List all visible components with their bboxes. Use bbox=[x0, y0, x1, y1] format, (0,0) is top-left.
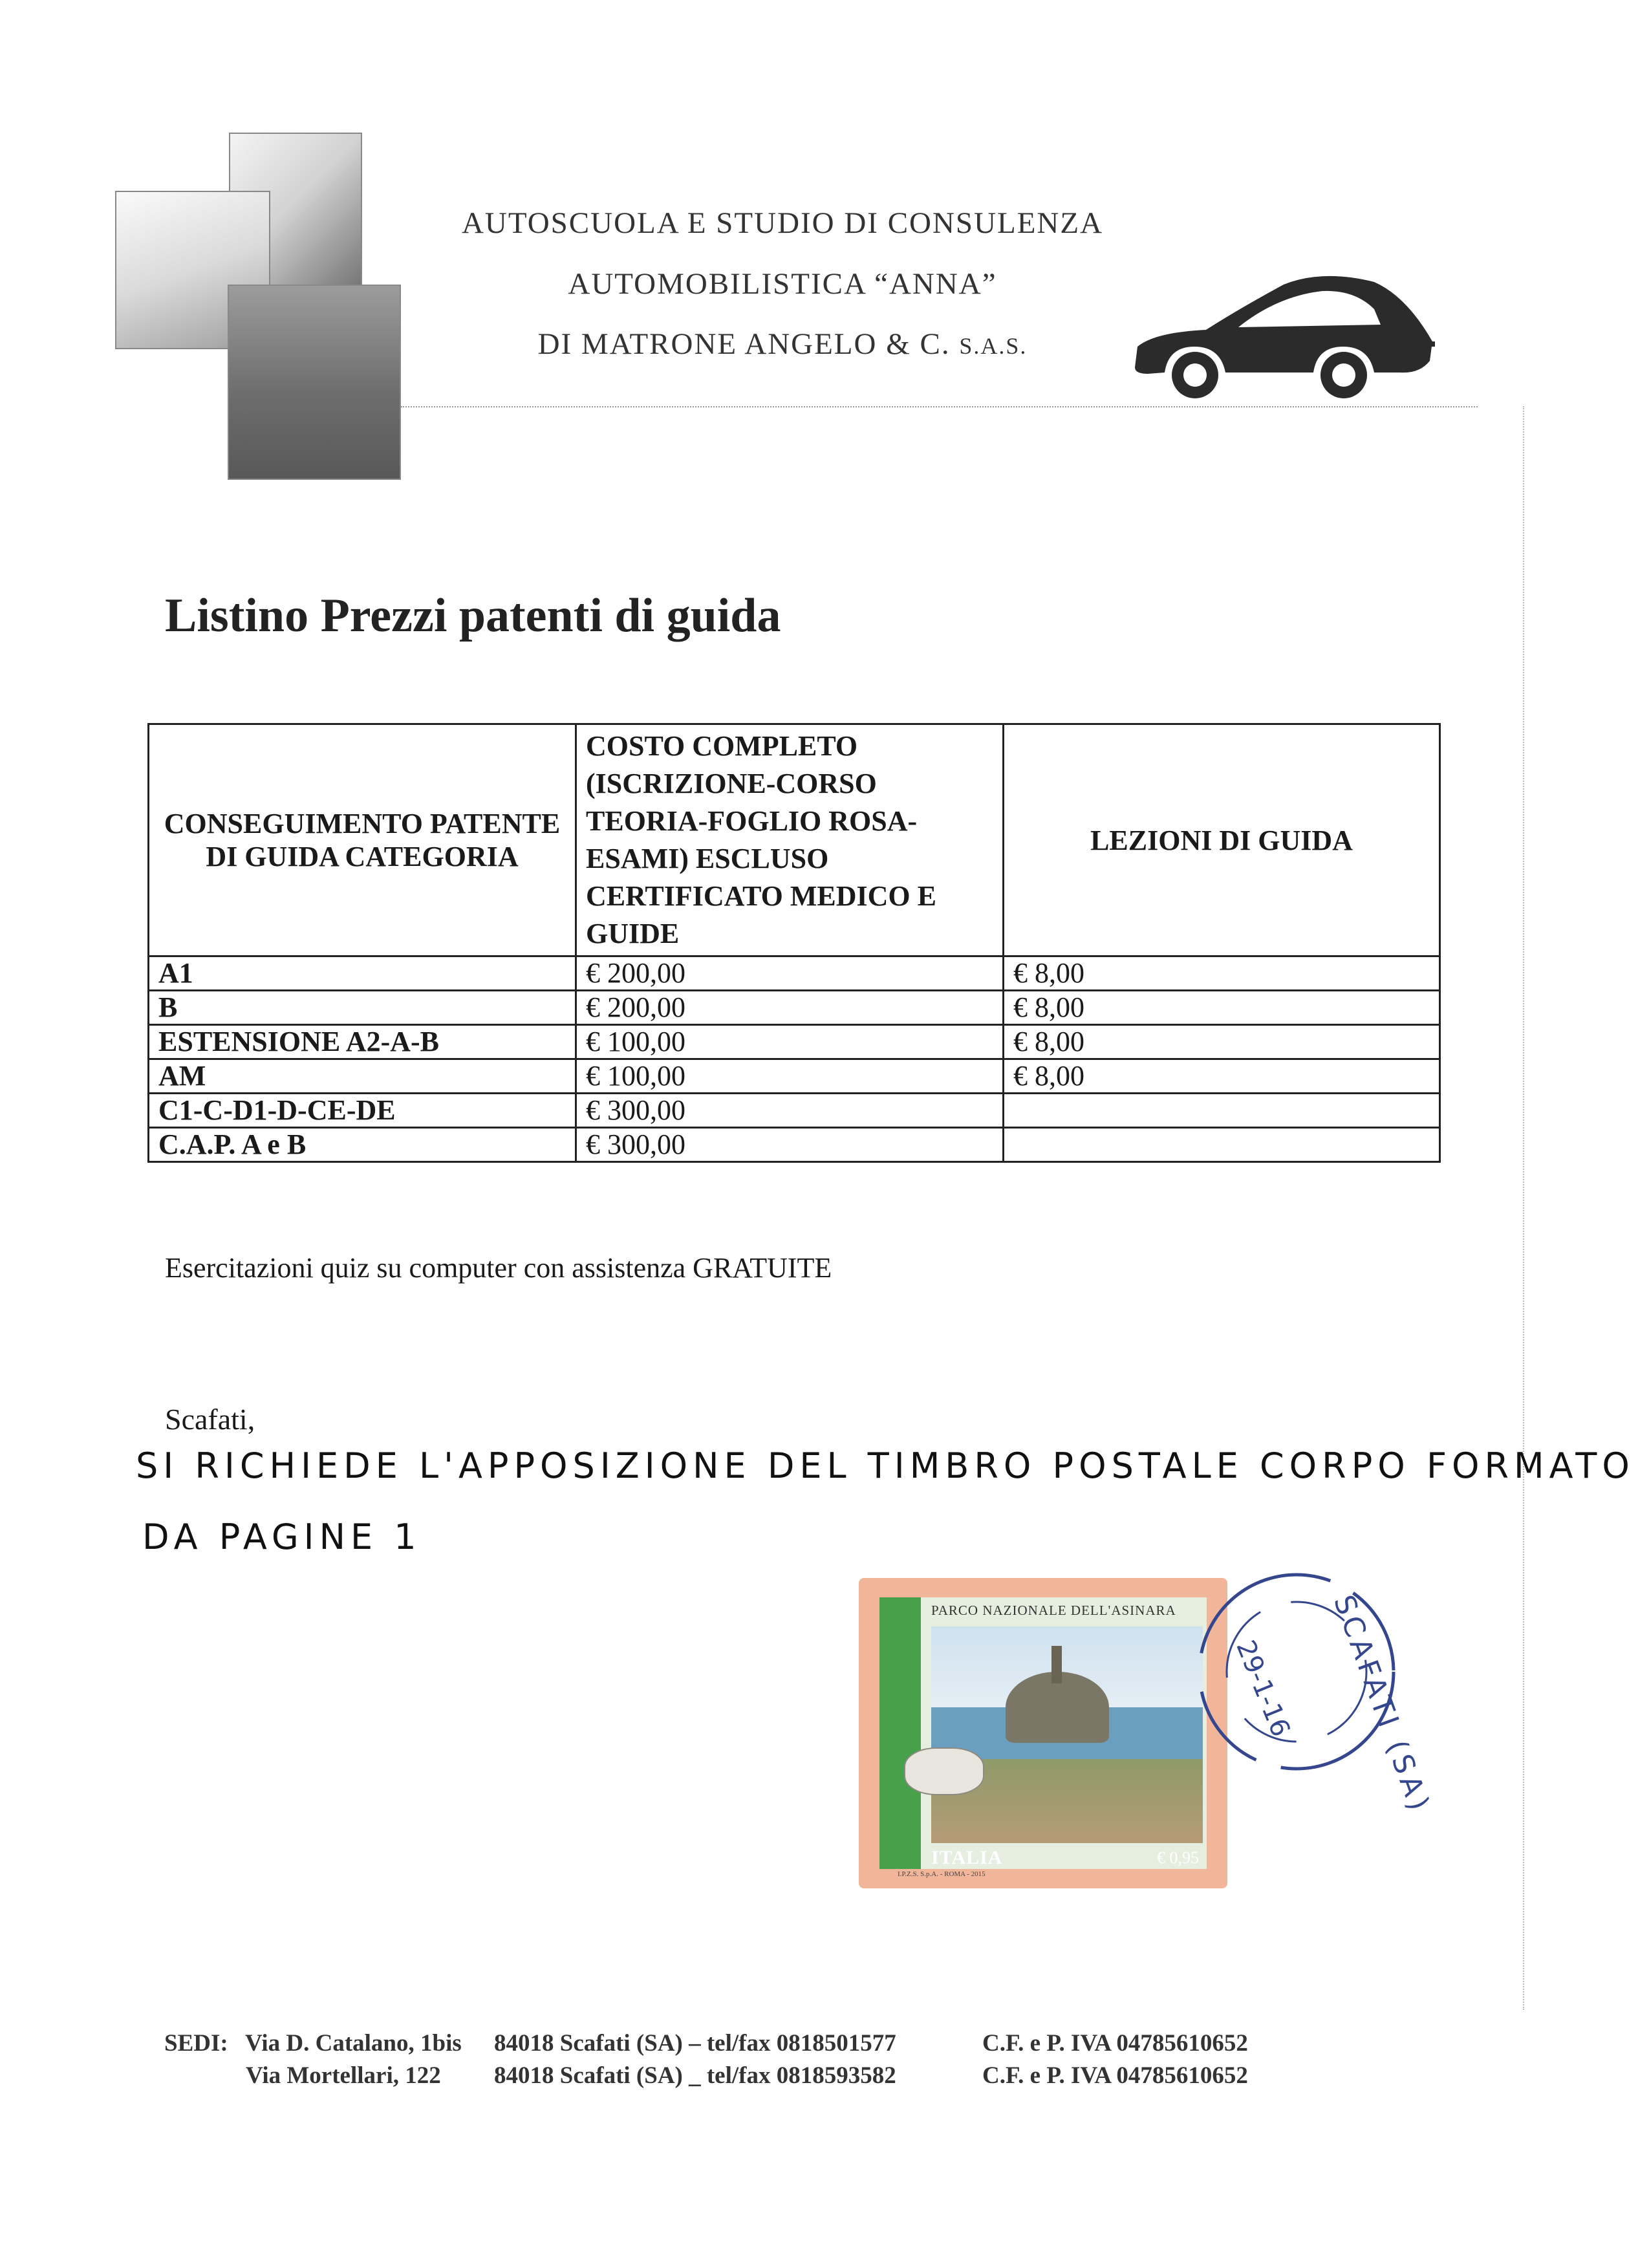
footer-vat-2: C.F. e P. IVA 04785610652 bbox=[982, 2062, 1248, 2089]
category-cell: AM bbox=[149, 1059, 576, 1094]
table-row bbox=[149, 1025, 1440, 1059]
lesson-cell: € 8,00 bbox=[1004, 956, 1440, 991]
car-silhouette-icon bbox=[1128, 270, 1439, 406]
place-line: Scafati, bbox=[165, 1403, 255, 1436]
company-form: S.A.S. bbox=[959, 333, 1028, 359]
handwritten-line2: DA PAGINE 1 bbox=[142, 1517, 422, 1557]
header-category: CONSEGUIMENTO PATENTE DI GUIDA CATEGORIA bbox=[149, 724, 576, 956]
stamp-value: € 0,95 bbox=[1157, 1848, 1199, 1867]
stamp-artwork bbox=[879, 1597, 1207, 1869]
category-cell: A1 bbox=[149, 956, 576, 991]
postmark-date: 29-1-16 bbox=[1230, 1636, 1296, 1741]
footer-label: SEDI: bbox=[164, 2030, 228, 2057]
page-title: Listino Prezzi patenti di guida bbox=[165, 589, 781, 642]
cost-cell: € 100,00 bbox=[576, 1059, 1004, 1094]
table-row bbox=[149, 991, 1440, 1025]
lesson-cell bbox=[1004, 1094, 1440, 1128]
category-cell: B bbox=[149, 991, 576, 1025]
margin-line bbox=[1523, 406, 1524, 2010]
lesson-cell bbox=[1004, 1128, 1440, 1162]
stamp-country: ITALIA bbox=[931, 1847, 1003, 1868]
category-cell: ESTENSIONE A2-A-B bbox=[149, 1025, 576, 1059]
company-name-line3 bbox=[362, 327, 1203, 362]
stamp-green-band bbox=[879, 1597, 921, 1869]
handwritten-line1: SI RICHIEDE L'APPOSIZIONE DEL TIMBRO POSTALE CORPO FORMATO bbox=[136, 1445, 1635, 1486]
company-name-line1: AUTOSCUOLA E STUDIO DI CONSULENZA bbox=[461, 206, 1104, 240]
lesson-cell: € 8,00 bbox=[1004, 1059, 1440, 1094]
company-name-line2: AUTOMOBILISTICA “ANNA” bbox=[568, 267, 997, 301]
footer-vat-1: C.F. e P. IVA 04785610652 bbox=[982, 2030, 1248, 2057]
table-header-row bbox=[149, 724, 1440, 956]
postage-stamp bbox=[859, 1578, 1227, 1888]
footer-street-2: Via Mortellari, 122 bbox=[246, 2062, 441, 2089]
table-row bbox=[149, 1128, 1440, 1162]
postmark-town: SCAFATI (SA) bbox=[1327, 1591, 1437, 1819]
table-row bbox=[149, 1094, 1440, 1128]
stamp-tower bbox=[1051, 1646, 1062, 1683]
cost-cell: € 200,00 bbox=[576, 991, 1004, 1025]
quiz-note: Esercitazioni quiz su computer con assistenza GRATUITE bbox=[165, 1252, 832, 1284]
header-lessons: LEZIONI DI GUIDA bbox=[1004, 724, 1440, 956]
lesson-cell: € 8,00 bbox=[1004, 1025, 1440, 1059]
header-separator bbox=[401, 406, 1478, 407]
donkey-icon bbox=[904, 1747, 984, 1795]
category-cell: C.A.P. A e B bbox=[149, 1128, 576, 1162]
table-row bbox=[149, 1059, 1440, 1094]
footer-street-1: Via D. Catalano, 1bis bbox=[245, 2030, 462, 2057]
stamp-imprint: I.P.Z.S. S.p.A. - ROMA - 2015 bbox=[898, 1870, 986, 1878]
cost-cell: € 300,00 bbox=[576, 1094, 1004, 1128]
cost-cell: € 200,00 bbox=[576, 956, 1004, 991]
cost-cell: € 300,00 bbox=[576, 1128, 1004, 1162]
category-cell: C1-C-D1-D-CE-DE bbox=[149, 1094, 576, 1128]
company-owner: DI MATRONE ANGELO & C. bbox=[537, 327, 951, 361]
table-row bbox=[149, 956, 1440, 991]
footer-line1 bbox=[164, 2029, 1248, 2057]
header-full-cost: COSTO COMPLETO (ISCRIZIONE-CORSO TEORIA-FOGLIO ROSA-ESAMI) ESCLUSO CERTIFICATO MEDICO E GUIDE bbox=[576, 724, 1004, 956]
price-table bbox=[147, 723, 1441, 1163]
footer-city-1: 84018 Scafati (SA) – tel/fax 0818501577 bbox=[494, 2030, 896, 2057]
footer-city-2: 84018 Scafati (SA) _ tel/fax 0818593582 bbox=[494, 2062, 896, 2089]
logo-square-bottom bbox=[228, 285, 401, 480]
lesson-cell: € 8,00 bbox=[1004, 991, 1440, 1025]
stamp-title: PARCO NAZIONALE DELL'ASINARA bbox=[931, 1603, 1176, 1618]
cost-cell: € 100,00 bbox=[576, 1025, 1004, 1059]
